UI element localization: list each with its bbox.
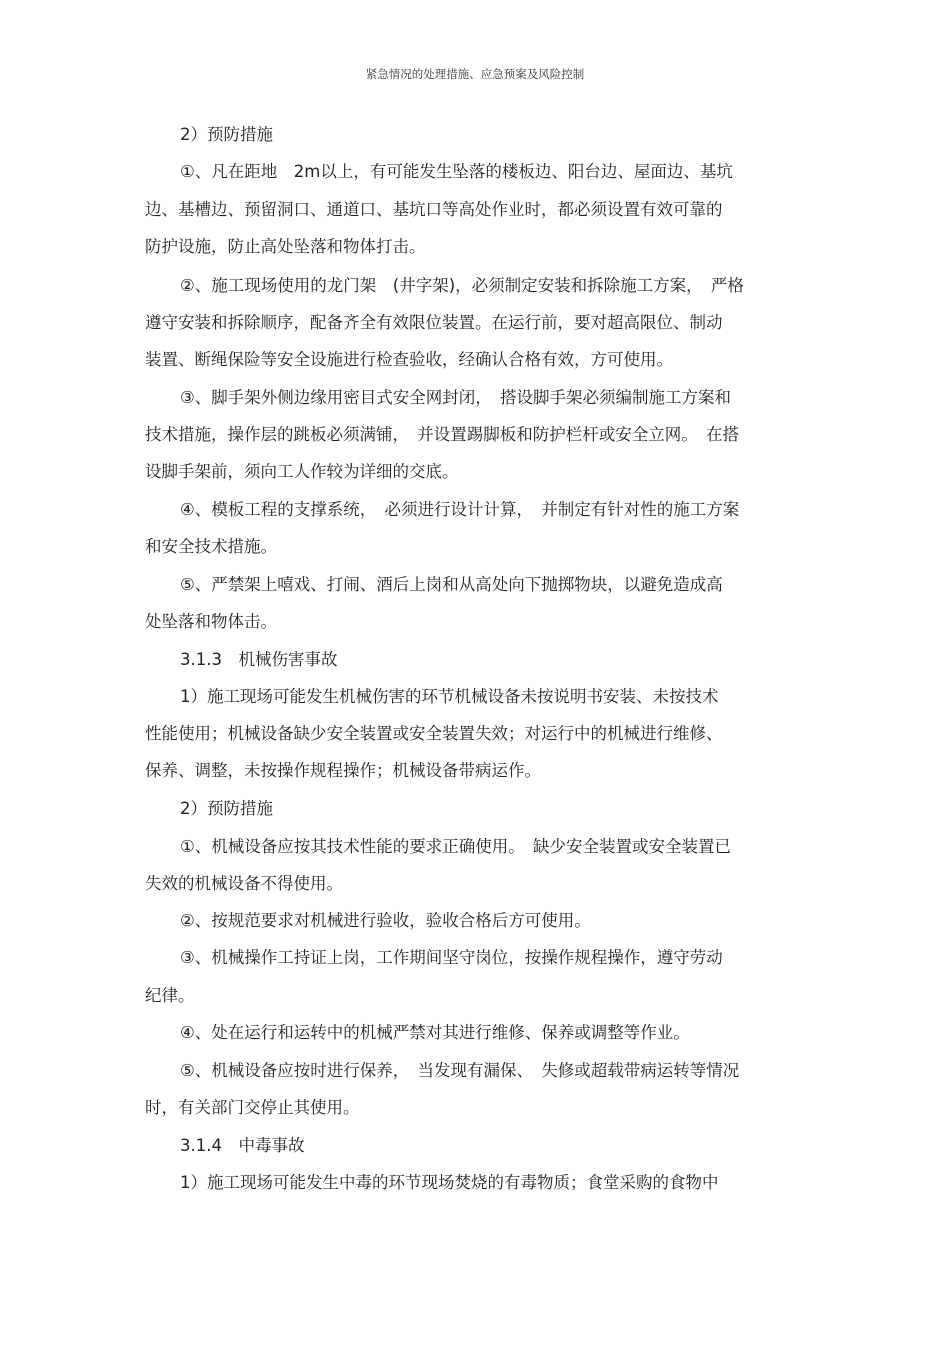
paragraph-line: 技术措施，操作层的跳板必须满铺， 并设置踢脚板和防护栏杆或安全立网。 在搭 [145, 425, 739, 444]
paragraph-line: 1）施工现场可能发生机械伤害的环节机械设备未按说明书安装、未按技术 [180, 687, 719, 706]
section-heading-poisoning: 3.1.4 中毒事故 [180, 1136, 305, 1155]
paragraph-line: 失效的机械设备不得使用。 [145, 874, 343, 893]
paragraph-line: 和安全技术措施。 [145, 537, 277, 556]
page-header: 紧急情况的处理措施、应急预案及风险控制 [365, 67, 585, 81]
paragraph-line: ①、凡在距地 2m以上，有可能发生坠落的楼板边、阳台边、屋面边、基坑 [180, 162, 733, 181]
paragraph-line: ③、脚手架外侧边缘用密目式安全网封闭， 搭设脚手架必须编制施工方案和 [180, 388, 732, 407]
paragraph-line: 设脚手架前，须向工人作较为详细的交底。 [145, 462, 459, 481]
paragraph-line: 保养、调整，未按操作规程操作；机械设备带病运作。 [145, 761, 541, 780]
paragraph-line: ④、处在运行和运转中的机械严禁对其进行维修、保养或调整等作业。 [180, 1023, 690, 1042]
paragraph-line: 边、基槽边、预留洞口、通道口、基坑口等高处作业时，都必须设置有效可靠的 [145, 200, 723, 219]
paragraph-line: 防护设施，防止高处坠落和物体打击。 [145, 237, 426, 256]
heading-prevention-measures: 2）预防措施 [180, 125, 273, 144]
paragraph-line: ⑤、机械设备应按时进行保养， 当发现有漏保、 失修或超载带病运转等情况 [180, 1061, 740, 1080]
paragraph-line: 处坠落和物体击。 [145, 612, 277, 631]
paragraph-line: 遵守安装和拆除顺序，配备齐全有效限位装置。在运行前，要对超高限位、制动 [145, 313, 723, 332]
paragraph-line: 时，有关部门交停止其使用。 [145, 1098, 360, 1117]
paragraph-line: ③、机械操作工持证上岗，工作期间坚守岗位，按操作规程操作，遵守劳动 [180, 948, 723, 967]
heading-prevention-measures: 2）预防措施 [180, 799, 273, 818]
paragraph-line: ②、按规范要求对机械进行验收，验收合格后方可使用。 [180, 911, 591, 930]
paragraph-line: 装置、断绳保险等安全设施进行检查验收，经确认合格有效，方可使用。 [145, 350, 673, 369]
paragraph-line: ②、施工现场使用的龙门架 (井字架)，必须制定安装和拆除施工方案， 严格 [180, 276, 744, 295]
paragraph-line: ④、模板工程的支撑系统， 必须进行设计计算， 并制定有针对性的施工方案 [180, 500, 740, 519]
paragraph-line: 性能使用；机械设备缺少安全装置或安全装置失效；对运行中的机械进行维修、 [145, 724, 723, 743]
paragraph-line: 1）施工现场可能发生中毒的环节现场焚烧的有毒物质；食堂采购的食物中 [180, 1173, 719, 1192]
paragraph-line: ①、机械设备应按其技术性能的要求正确使用。 缺少安全装置或安全装置已 [180, 837, 732, 856]
paragraph-line: 纪律。 [145, 986, 195, 1005]
section-heading-mechanical-injury: 3.1.3 机械伤害事故 [180, 650, 338, 669]
paragraph-line: ⑤、严禁架上嘻戏、打闹、酒后上岗和从高处向下抛掷物块，以避免造成高 [180, 575, 723, 594]
